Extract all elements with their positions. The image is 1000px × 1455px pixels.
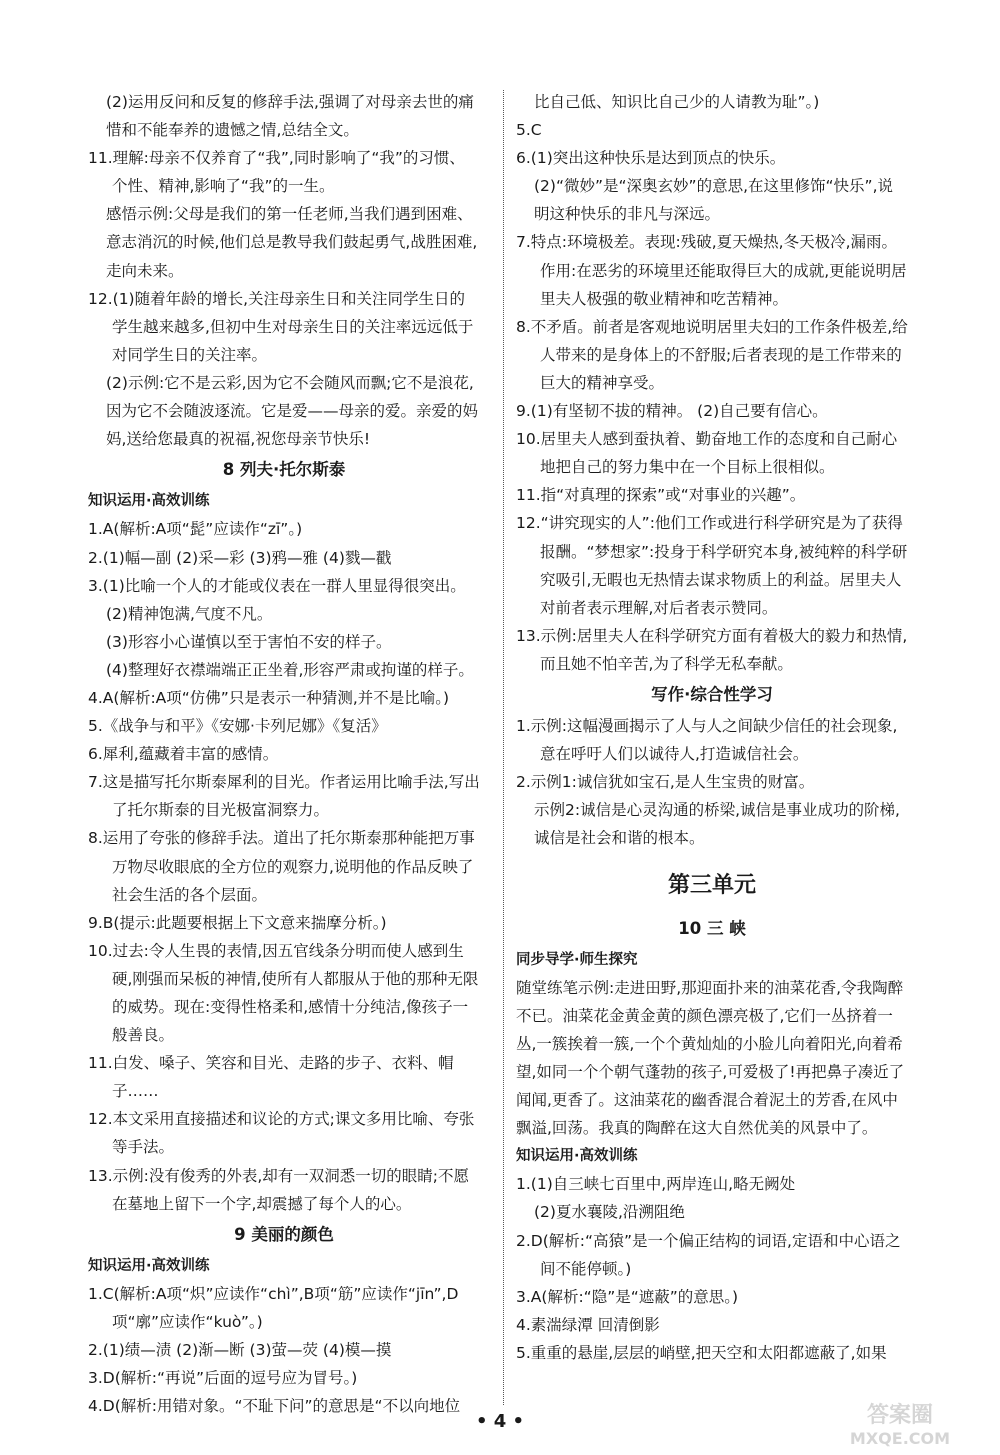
answer-text: 7.这是描写托尔斯泰犀利的目光。作者运用比喻手法,写出了托尔斯泰的目光极富洞察力。: [88, 773, 480, 820]
answer-text: 1.(1)自三峡七百里中,两岸连山,略无阙处: [516, 1175, 796, 1194]
svg-text:MXQE.COM: MXQE.COM: [849, 1429, 951, 1448]
answer-text: 11.白发、嗓子、笑容和目光、走路的步子、衣料、帽子……: [88, 1054, 454, 1101]
answer-text: 4.素湍绿潭 回清倒影: [516, 1315, 660, 1334]
answer-text: 12.“讲究现实的人”:他们工作或进行科学研究是为了获得报酬。“梦想家”:投身于科学研究本身,被纯粹的科学研究吸引,无暇也无热情去谋求物质上的利益。居里夫人对前者表示理解,对后者表示赞同。: [516, 514, 908, 617]
svg-text:答案圈: 答案圈: [866, 1403, 934, 1428]
answer-text: 5.重重的悬崖,层层的峭壁,把天空和太阳都遮蔽了,如果: [516, 1343, 887, 1362]
answer-text: 11.理解:母亲不仅养育了“我”,同时影响了“我”的习惯、个性、精神,影响了“我”的一生。: [88, 149, 465, 196]
unit-title: 第三单元: [667, 872, 756, 898]
page-number: • 4 •: [475, 1411, 525, 1432]
answer-text: 9.B(提示:此题要根据上下文意来揣摩分析。): [88, 913, 387, 932]
answer-text: 6.犀利,蕴藏着丰富的感情。: [88, 745, 279, 764]
answer-text: 11.指“对真理的探索”或“对事业的兴趣”。: [516, 486, 806, 505]
right-column: [516, 88, 908, 1367]
section-tag: 知识运用·高效训练: [88, 1257, 210, 1274]
answer-text: 2.(1)幅—副 (2)采—彩 (3)鸦—雅 (4)戮—戳: [88, 548, 392, 567]
answer-text: 比自己低、知识比自己少的人请教为耻”。): [534, 93, 820, 111]
section-title: 写作·综合性学习: [651, 684, 773, 704]
answer-text: 示例2:诚信是心灵沟通的桥梁,诚信是事业成功的阶梯,诚信是社会和谐的根本。: [534, 801, 900, 848]
answer-text: (3)形容小心谨慎以至于害怕不安的样子。: [106, 632, 392, 651]
answer-text: (2)夏水襄陵,沿溯阻绝: [534, 1203, 685, 1222]
answer-text: 8.运用了夸张的修辞手法。道出了托尔斯泰那种能把万事万物尽收眼底的全方位的观察力,说明他的作品反映了社会生活的各个层面。: [88, 829, 475, 904]
section-tag: 同步导学·师生探究: [516, 951, 638, 968]
answer-text: 感悟示例:父母是我们的第一任老师,当我们遇到困难、意志消沉的时候,他们总是教导我们鼓起勇气,战胜困难,走向未来。: [106, 205, 478, 280]
left-column: [88, 88, 480, 1420]
answer-text: 10.居里夫人感到蚕执着、勤奋地工作的态度和自己耐心地把自己的努力集中在一个目标上很相似。: [516, 430, 898, 477]
watermark-logo: [820, 1398, 980, 1450]
answer-text: 5.《战争与和平》《安娜·卡列尼娜》《复活》: [88, 717, 387, 736]
answer-text: 8.不矛盾。前者是客观地说明居里夫妇的工作条件极差,给人带来的是身体上的不舒服;后者表现的是工作带来的巨大的精神享受。: [516, 317, 908, 392]
answer-text: 13.示例:没有俊秀的外表,却有一双洞悉一切的眼睛;不愿在墓地上留下一个字,却震撼了每个人的心。: [88, 1166, 470, 1213]
answer-text: 1.示例:这幅漫画揭示了人与人之间缺少信任的社会现象,意在呼吁人们以诚待人,打造诚信社会。: [516, 717, 898, 764]
section-title: 8 列夫·托尔斯泰: [222, 460, 346, 480]
answer-text: 2.示例1:诚信犹如宝石,是人生宝贵的财富。: [516, 773, 815, 792]
answer-text: 6.(1)突出这种快乐是达到顶点的快乐。: [516, 149, 786, 168]
answer-text: 3.D(解析:“再说”后面的逗号应为冒号。): [88, 1369, 358, 1388]
section-title: 9 美丽的颜色: [234, 1224, 334, 1244]
answer-text: (2)精神饱满,气度不凡。: [106, 604, 273, 623]
section-tag: 知识运用·高效训练: [516, 1148, 638, 1165]
answer-text: (4)整理好衣襟端端正正坐着,形容严肃或拘谨的样子。: [106, 660, 474, 679]
answer-text: 3.A(解析:“隐”是“遮蔽”的意思。): [516, 1287, 739, 1306]
answer-text: 10.过去:令人生畏的表情,因五官线条分明而使人感到生硬,刚强而呆板的神情,使所有人都服从于他的那种无限的威势。现在:变得性格柔和,感情十分纯洁,像孩子一般善良。: [88, 941, 479, 1045]
answer-text: 3.(1)比喻一个人的才能或仪表在一群人里显得很突出。: [88, 576, 466, 595]
answer-text: 5.C: [516, 121, 542, 140]
column-divider: [503, 90, 504, 1405]
answer-text: 1.A(解析:A项“髭”应读作“zī”。): [88, 520, 303, 539]
answer-text: 4.D(解析:用错对象。“不耻下问”的意思是“不以向地位: [88, 1397, 461, 1416]
answer-text: 9.(1)有坚韧不拔的精神。 (2)自己要有信心。: [516, 402, 828, 421]
answer-text: (2)示例:它不是云彩,因为它不会随风而飘;它不是浪花,因为它不会随波逐流。它是爱——母亲的爱。亲爱的妈妈,送给您最真的祝福,祝您母亲节快乐!: [106, 373, 479, 449]
answer-text: 4.A(解析:A项“仿佛”只是表示一种猜测,并不是比喻。): [88, 688, 450, 707]
answer-text: 2.D(解析:“高猿”是一个偏正结构的词语,定语和中心语之间不能停顿。): [516, 1231, 901, 1278]
answer-text: 12.(1)随着年龄的增长,关注母亲生日和关注同学生日的学生越来越多,但初中生对母亲生日的关注率远远低于对同学生日的关注率。: [88, 289, 474, 364]
answer-text: 7.特点:环境极差。表现:残破,夏天燥热,冬天极冷,漏雨。作用:在恶劣的环境里还能取得巨大的成就,更能说明居里夫人极强的敬业精神和吃苦精神。: [516, 233, 907, 308]
answer-text: 2.(1)绩—渍 (2)渐—断 (3)萤—荧 (4)模—摸: [88, 1341, 392, 1360]
section-tag: 知识运用·高效训练: [88, 493, 210, 510]
section-title: 10 三 峡: [678, 918, 746, 938]
answer-text: (2)“微妙”是“深奥玄妙”的意思,在这里修饰“快乐”,说明这种快乐的非凡与深远。: [534, 177, 893, 224]
answer-text: 12.本文采用直接描述和议论的方式;课文多用比喻、夸张等手法。: [88, 1110, 475, 1157]
answer-text: (2)运用反问和反复的修辞手法,强调了对母亲去世的痛惜和不能奉养的遗憾之情,总结全文。: [106, 93, 474, 140]
answer-text: 随堂练笔示例:走进田野,那迎面扑来的油菜花香,令我陶醉不已。油菜花金黄金黄的颜色漂亮极了,它们一丛挤着一丛,一簇挨着一簇,一个个黄灿灿的小脸儿向着阳光,向着希望,如同一个个朝气蓬勃的孩子,可爱极了!再把鼻子凑近了闻闻,更香了。这油菜花的幽香混合着泥土的芳香,在风中飘溢,回荡。我真的陶醉在这大自然优美的风景中了。: [516, 978, 905, 1138]
answer-text: 13.示例:居里夫人在科学研究方面有着极大的毅力和热情,而且她不怕辛苦,为了科学无私奉献。: [516, 626, 908, 673]
answer-text: 1.C(解析:A项“炽”应读作“chì”,B项“筋”应读作“jīn”,D项“廓”应读作“kuò”。): [88, 1284, 459, 1332]
